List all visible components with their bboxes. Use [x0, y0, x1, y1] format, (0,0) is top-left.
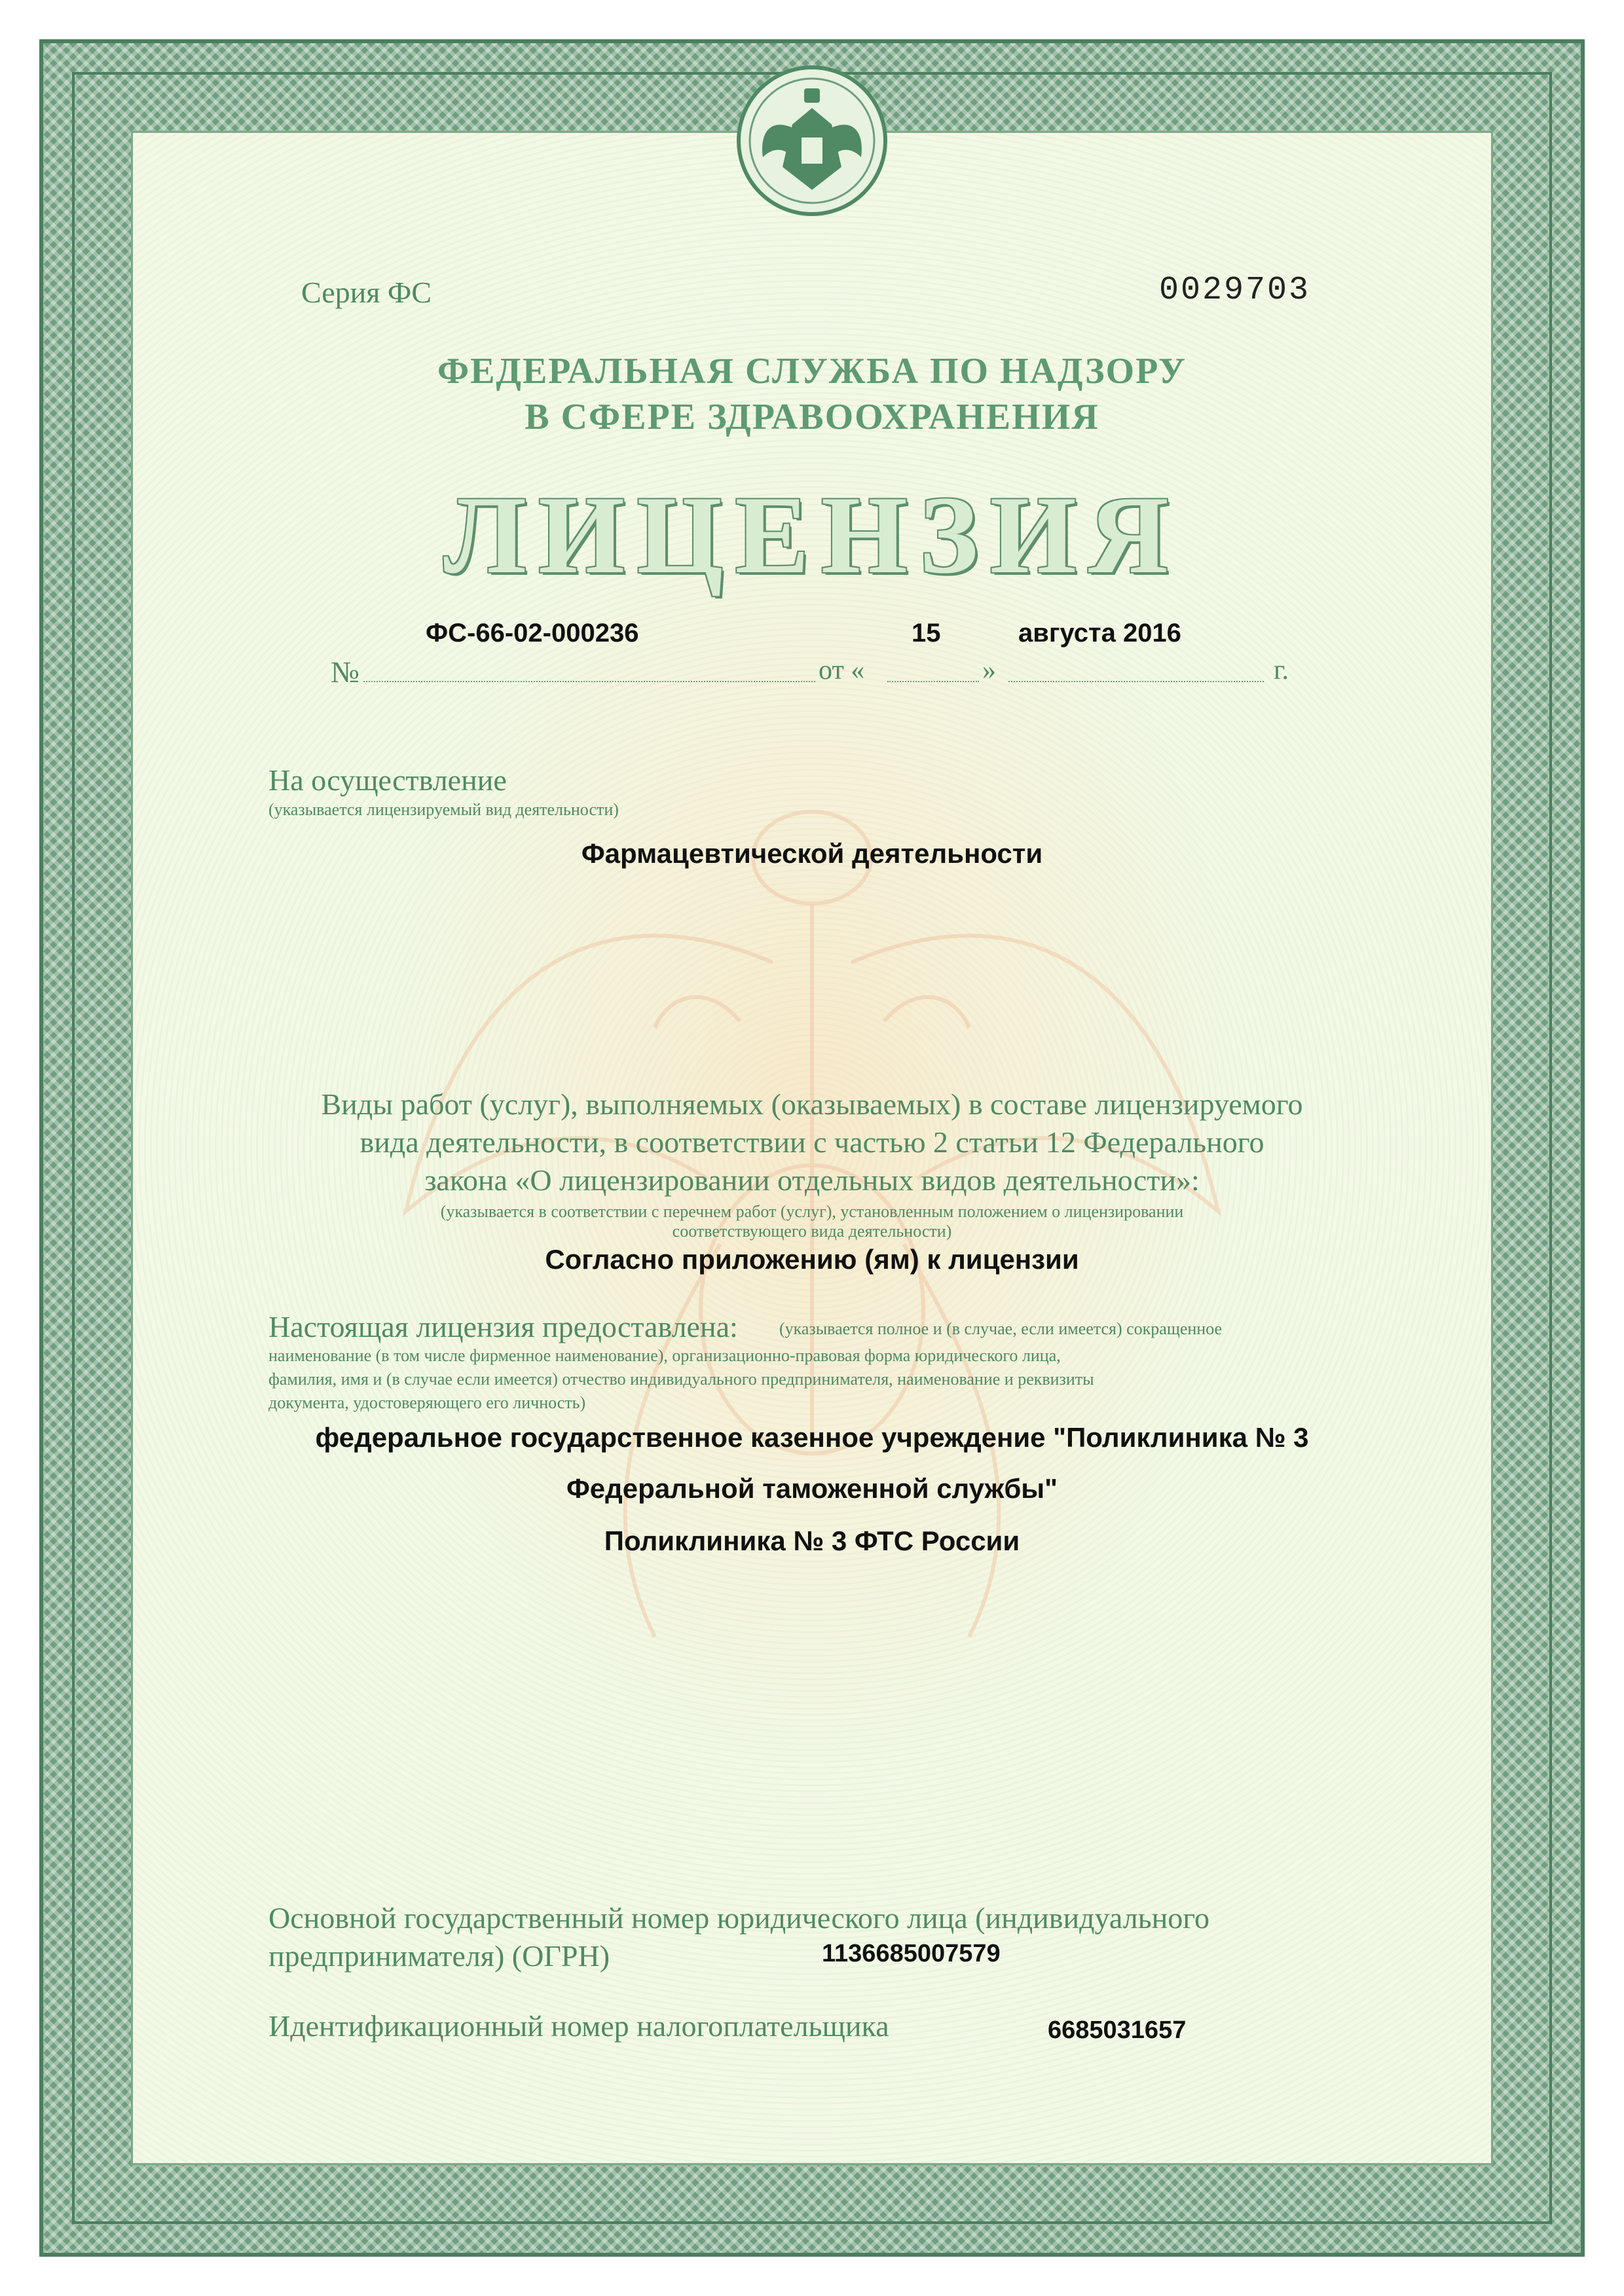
- grantee-hint1: (указывается полное и (в случае, если имеется) сокращенное: [779, 1319, 1223, 1338]
- works-hint2: соответствующего вида деятельности): [672, 1222, 952, 1241]
- grantee-hint3: фамилия, имя и (в случае если имеется) отчество индивидуального предпринимателя, наименование и реквизиты: [268, 1370, 1094, 1389]
- date-quote-close: »: [982, 655, 996, 685]
- license-number-line: [363, 681, 815, 682]
- inn-value: 6685031657: [1048, 2016, 1187, 2044]
- year-suffix: г.: [1274, 655, 1289, 685]
- works-value: Согласно приложению (ям) к лицензии: [545, 1244, 1079, 1275]
- activity-label: На осуществление: [268, 763, 507, 797]
- date-prefix: от «: [819, 655, 865, 685]
- ogrn-value: 1136685007579: [822, 1940, 1001, 1967]
- grantee-name-line1: федеральное государственное казенное учреждение "Поликлиника № 3: [315, 1422, 1309, 1453]
- grantee-name-line2: Федеральной таможенной службы": [566, 1473, 1058, 1504]
- agency-name-line2: В СФЕРЕ ЗДРАВООХРАНЕНИЯ: [525, 397, 1099, 437]
- license-number: ФС-66-02-000236: [426, 619, 639, 647]
- works-line3: закона «О лицензировании отдельных видов деятельности»:: [424, 1163, 1200, 1197]
- license-month-year: августа 2016: [1018, 619, 1181, 647]
- grantee-hint4: документа, удостоверяющего его личность): [268, 1393, 586, 1412]
- grantee-short-name: Поликлиника № 3 ФТС России: [604, 1525, 1020, 1556]
- inn-label: Идентификационный номер налогоплательщика: [268, 2009, 889, 2043]
- works-line1: Виды работ (услуг), выполняемых (оказываемых) в составе лицензируемого: [321, 1087, 1303, 1121]
- ogrn-label-line1: Основной государственный номер юридического лица (индивидуального: [268, 1901, 1209, 1935]
- license-number-label: №: [331, 655, 360, 689]
- agency-name-line1: ФЕДЕРАЛЬНАЯ СЛУЖБА ПО НАДЗОРУ: [437, 351, 1187, 392]
- series-label: Серия ФС: [301, 276, 432, 309]
- grantee-label: Настоящая лицензия предоставлена:: [268, 1310, 738, 1343]
- grantee-hint2: наименование (в том числе фирменное наименование), организационно-правовая форма юридического лица,: [268, 1346, 1061, 1365]
- activity-value: Фармацевтической деятельности: [581, 838, 1043, 869]
- license-day: 15: [912, 619, 941, 647]
- coat-of-arms-icon: [733, 62, 891, 219]
- month-line: [1008, 681, 1264, 682]
- day-line: [887, 681, 979, 682]
- series-number: 0029703: [1159, 272, 1311, 309]
- ogrn-label-line2: предпринимателя) (ОГРН): [268, 1939, 610, 1973]
- works-line2: вида деятельности, в соответствии с частью 2 статьи 12 Федерального: [360, 1125, 1264, 1159]
- activity-hint: (указывается лицензируемый вид деятельности): [268, 800, 619, 819]
- works-hint1: (указывается в соответствии с перечнем работ (услуг), установленным положением о лицензировании: [440, 1202, 1184, 1221]
- document-title: ЛИЦЕНЗИЯ: [443, 473, 1181, 596]
